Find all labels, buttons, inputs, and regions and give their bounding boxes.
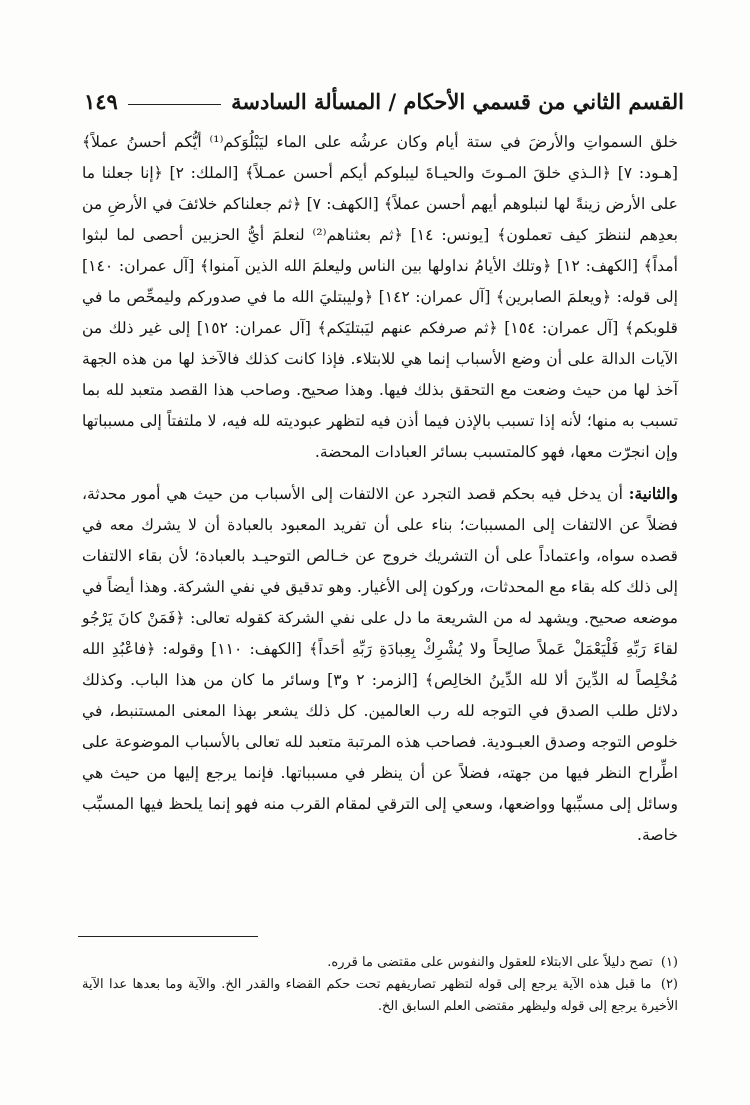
footnotes (82, 952, 678, 1018)
page-header (84, 78, 684, 112)
footnote-text: ما قبل هذه الآية يرجع إلى قوله لتظهر تصاريفهم تحت حكم القضاء والقدر الخ. والآية وما بعدها عدا الآية الأخيرة يرجع إلى قوله وليظهر مقتضى العلم السابق الخ. (82, 977, 678, 1014)
footnote-text: تصح دليلاً على الابتلاء للعقول والنفوس على مقتضى ما قرره. (327, 955, 653, 970)
header-rule (128, 104, 221, 105)
page-number: ١٤٩ (84, 89, 118, 114)
paragraph-2 (82, 478, 678, 851)
paragraph-text: خلق السمواتِ والأرضَ في ستة أيام وكان عرشُه على الماء ليَبْلُوَكم⁽¹⁾ أيُّكم أحسنُ عملاً﴾ [هـود: ٧] ﴿الـذي خلقَ المـوتَ والحيـاةَ ليبلوكم أيكم أحسن عمـلاً﴾ [الملك: ٢] ﴿إنا جعلنا ما على الأرض زينةً لها لنبلوهم أيهم أحسن عملاً﴾ [الكهف: ٧] ﴿ثم جعلناكم خلائفَ في الأرضِ من بعدِهم لننظرَ كيف تعملون﴾ [يونس: ١٤] ﴿ثم بعثناهم⁽²⁾ لنعلمَ أيُّ الحزبين أحصى لما لبثوا أمداً﴾ [الكهف: ١٢] ﴿وتلك الأيامُ نداولها بين الناس وليعلمَ الله الذين آمنوا﴾ [آل عمران: ١٤٠] إلى قوله: ﴿ويعلمَ الصابرين﴾ [آل عمران: ١٤٢] ﴿وليبتليَ الله ما في صدوركم وليمحِّص ما في قلوبكم﴾ [آل عمران: ١٥٤] ﴿ثم صرفكم عنهم ليَبتليَكم﴾ [آل عمران: ١٥٢] إلى غير ذلك من الآيات الدالة على أن وضع الأسباب إنما هي للابتلاء. فإذا كانت كذلك فالآخذ لها من هذه الجهة آخذ لها من حيث وضعت مع التحقق بذلك فيها. وهذا صحيح. وصاحب هذا القصد متعبد لله بما تسبب به منها؛ لأنه إذا تسبب بالإذن فيما أذن فيه لتظهر عبوديته لله فيه، لا ملتفتاً إلى مسبباتها وإن انجرّت معها، فهو كالمتسبب بسائر العبادات المحضة. (82, 133, 679, 461)
footnote-number: (٢) (660, 977, 678, 992)
running-title: القسم الثاني من قسمي الأحكام / المسألة السادسة (231, 89, 684, 114)
footnote-1 (82, 952, 678, 974)
footnote-number: (١) (660, 955, 678, 970)
footnote-rule (78, 936, 258, 937)
paragraph-1 (82, 126, 678, 468)
paragraph-lead: والثانية: (628, 484, 678, 503)
footnote-2 (82, 974, 678, 1018)
paragraph-text: أن يدخل فيه بحكم قصد التجرد عن الالتفات إلى الأسباب من حيث هي أمور محدثة، فضلاً عن الالتفات إلى المسببات؛ بناء على أن تفريد المعبود بالعبادة أن لا يشرك معه في قصده سواه، واعتماداً على أن التشريك خروج عن خـالص التوحيـد بالعبادة؛ لأن بقاء الالتفات إلى ذلك كله بقاء مع المحدثات، وركون إلى الأغيار. وهو تدقيق في نفي الشركة. وهذا أيضاً في موضعه صحيح. ويشهد له من الشريعة ما دل على نفي الشركة كقوله تعالى: ﴿فَمَنْ كانَ يَرْجُو لقاءَ رَبِّهِ فَلْيَعْمَلْ عَملاً صالِحاً ولا يُشْرِكْ بِعِبادَةِ رَبِّهِ أحَداً﴾ [الكهف: ١١٠] وقوله: ﴿فاعْبُدِ الله مُخْلِصاً له الدِّينَ ألا لله الدِّينُ الخالِص﴾ [الزمر: ٢ و٣] وسائر ما كان من هذا الباب. وكذلك دلائل طلب الصدق في التوجه لله رب العالمين. كل ذلك يشعر بهذا المعنى المستنبط، في خلوص التوجه وصدق العبـودية. فصاحب هذه المرتبة متعبد لله تعالى بالأسباب الموضوعة على اطِّراح النظر فيها من جهته، فضلاً عن أن ينظر في مسبباتها. فإنما يرجع إليها من حيث هي وسائل إلى مسبِّبها وواضعها، وسعي إلى الترقي لمقام القرب منه فهو إنما يلحظ فيها المسبِّب خاصة. (82, 485, 678, 844)
main-text (82, 126, 678, 851)
